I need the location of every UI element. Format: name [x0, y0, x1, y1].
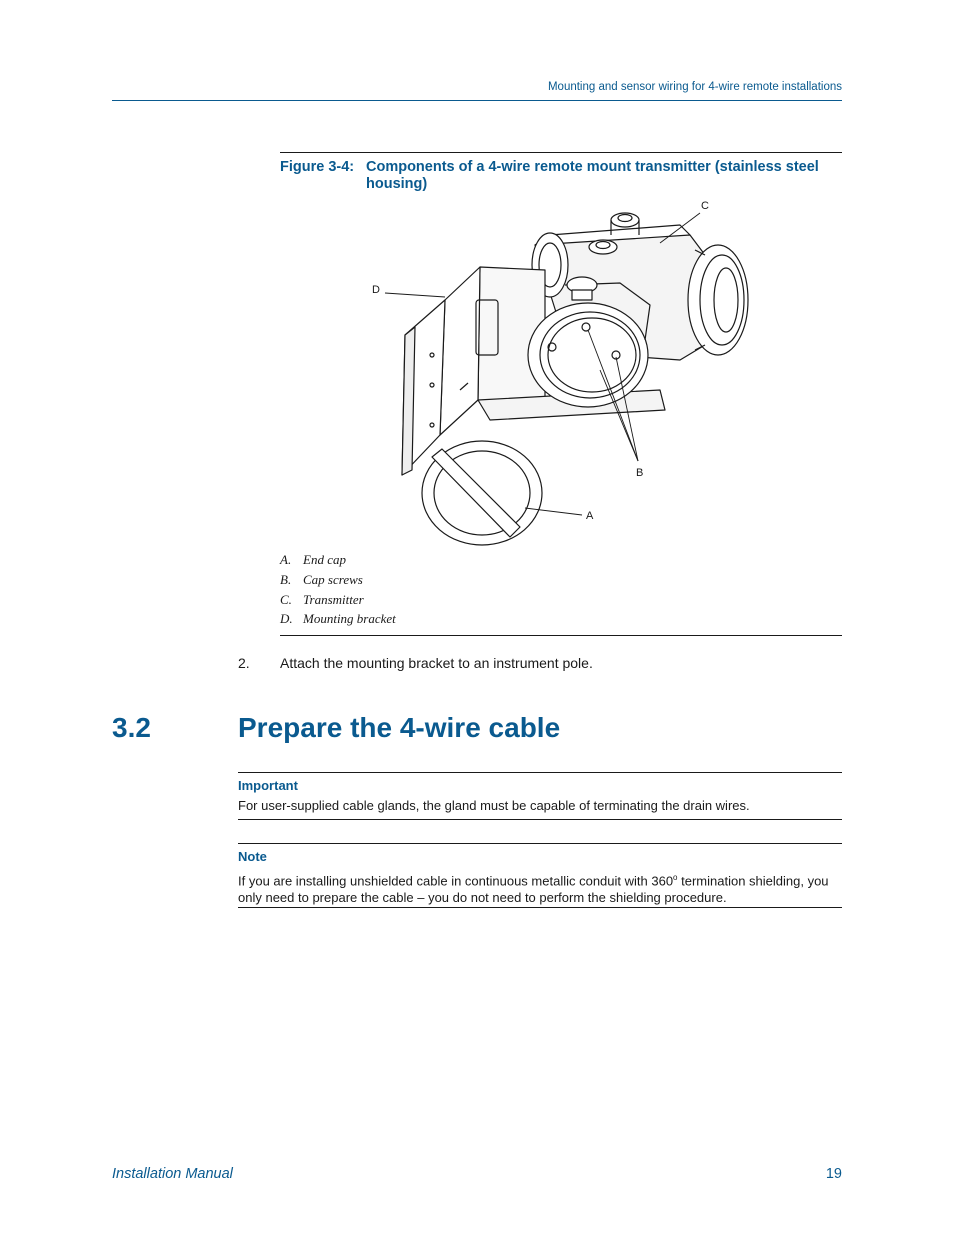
transmitter-illustration — [360, 195, 770, 550]
legend-text: Mounting bracket — [303, 611, 396, 626]
legend-item-a — [280, 552, 346, 568]
step-text: Attach the mounting bracket to an instrument pole. — [280, 655, 593, 671]
legend-letter: A. — [280, 552, 292, 567]
note-bottom-rule — [238, 907, 842, 908]
note-text-before: If you are installing unshielded cable in continuous metallic conduit with 360 — [238, 873, 674, 889]
legend-item-b — [280, 572, 363, 588]
running-header: Mounting and sensor wiring for 4-wire remote installations — [547, 81, 842, 93]
figure-top-rule — [280, 152, 842, 153]
figure-label: Figure 3-4: — [280, 159, 355, 175]
legend-text: End cap — [303, 552, 346, 567]
step-number: 2. — [238, 655, 250, 671]
figure-bottom-rule — [280, 635, 842, 636]
header-rule — [112, 100, 842, 101]
callout-leader-d — [385, 293, 445, 297]
important-bottom-rule — [238, 819, 842, 820]
section-number: 3.2 — [112, 712, 151, 743]
important-top-rule — [238, 772, 842, 773]
legend-letter: B. — [280, 572, 292, 587]
legend-item-d — [280, 611, 396, 627]
figure-title: Components of a 4-wire remote mount transmitter (stainless steel housing) — [366, 159, 819, 192]
note-text-after: termination shielding, you only need to prepare the cable – you do not need to perform the shielding procedure. — [238, 873, 829, 906]
callout-b: B — [636, 467, 644, 479]
legend-letter: D. — [280, 611, 293, 626]
important-heading: Important — [238, 778, 298, 793]
page-number: 19 — [825, 1166, 842, 1182]
note-heading: Note — [238, 849, 267, 864]
legend-text: Transmitter — [303, 592, 364, 607]
transmitter-cover — [688, 245, 748, 355]
note-top-rule — [238, 843, 842, 844]
footer-manual-title: Installation Manual — [112, 1166, 233, 1182]
important-text: For user-supplied cable glands, the gland must be capable of terminating the drain wires. — [238, 798, 750, 813]
callout-a: A — [586, 510, 594, 522]
callout-c: C — [701, 200, 709, 212]
degree-mark: o — [673, 873, 678, 882]
section-title: Prepare the 4-wire cable — [238, 712, 561, 743]
legend-letter: C. — [280, 592, 292, 607]
callout-d: D — [372, 284, 380, 296]
legend-text: Cap screws — [303, 572, 363, 587]
legend-item-c — [280, 592, 364, 608]
note-text — [238, 869, 842, 906]
